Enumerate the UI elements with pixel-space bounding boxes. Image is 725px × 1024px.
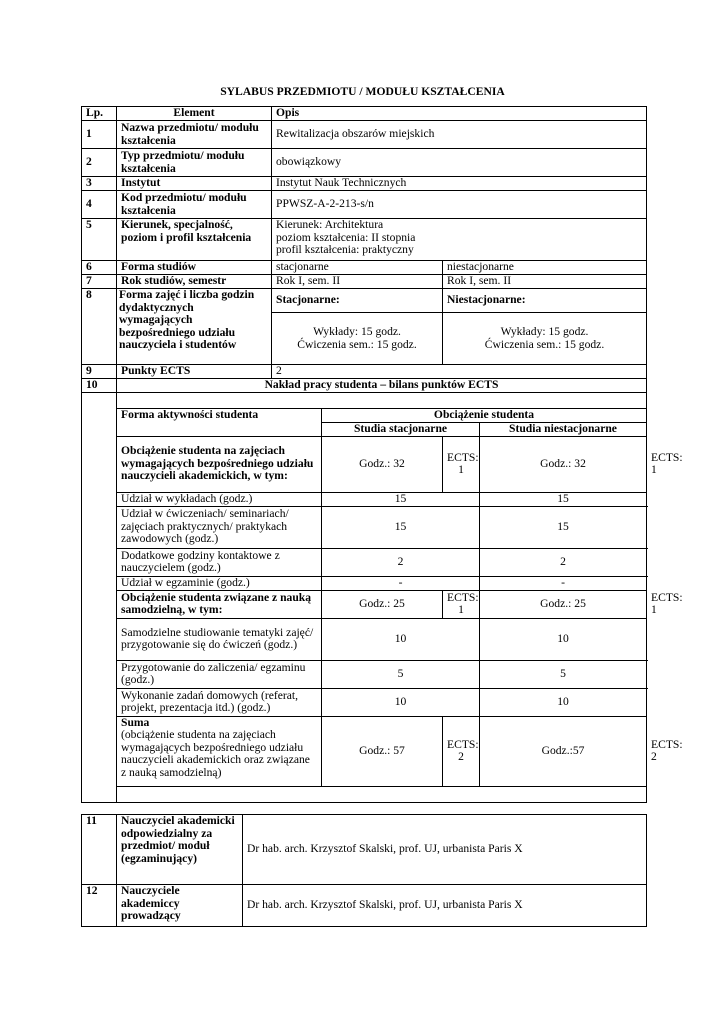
syllabus-table xyxy=(81,106,683,803)
row-12-element: Nauczyciele akademiccy prowadzący xyxy=(117,885,243,927)
ects-exam-niestac: - xyxy=(480,576,647,590)
row-9 xyxy=(82,365,647,379)
row-4-lp: 4 xyxy=(82,191,117,219)
row-4-value: PPWSZ-A-2-213-s/n xyxy=(272,191,647,219)
ects-lectures-row xyxy=(82,492,647,506)
ects-bottom-spacer-cell xyxy=(117,786,647,802)
ects-col-activity: Forma aktywności studenta xyxy=(117,409,322,437)
ects-exercises-row xyxy=(82,506,647,548)
row-2-lp: 2 xyxy=(82,149,117,177)
row-6 xyxy=(82,261,647,275)
row-11-element: Nauczyciel akademicki odpowiedzialny za przedmiot/ moduł (egzaminujący) xyxy=(117,815,243,885)
page-title: SYLABUS PRZEDMIOTU / MODUŁU KSZTAŁCENIA xyxy=(220,85,505,98)
ects-extra-row xyxy=(82,548,647,576)
row-9-element: Punkty ECTS xyxy=(117,365,272,379)
ects-spacer xyxy=(82,393,647,409)
row-8-niestac-heading: Niestacjonarne: xyxy=(443,289,647,313)
row-1-element: Nazwa przedmiotu/ modułu kształcenia xyxy=(117,121,272,149)
ects-exam-stac: - xyxy=(322,576,480,590)
row-8-stac-lectures: Wykłady: 15 godz. xyxy=(313,324,401,338)
row-8-element: Forma zajęć i liczba godzin dydaktycznych wymagających bezpośredniego udziału nauczyciela i studentów xyxy=(117,289,272,365)
ects-prep-niestac: 5 xyxy=(480,660,647,688)
row-11-lp: 11 xyxy=(82,815,117,885)
ects-homework-stac: 10 xyxy=(322,688,480,716)
header-opis: Opis xyxy=(272,107,647,121)
row-4-element: Kod przedmiotu/ modułu kształcenia xyxy=(117,191,272,219)
ects-contact-stac-hours: Godz.: 32 xyxy=(322,436,443,492)
row-3-value: Instytut Nauk Technicznych xyxy=(272,177,647,191)
header-element: Element xyxy=(117,107,272,121)
ects-self-row: Obciążenie studenta związane z nauką samodzielną, w tym: Godz.: 25 ECTS: 1 Godz.: 25 ECTS: 1 xyxy=(82,590,647,618)
ects-extra-label: Dodatkowe godziny kontaktowe z nauczycielem (godz.) xyxy=(117,548,322,576)
row-6-element: Forma studiów xyxy=(117,261,272,275)
row-5-line-2: poziom kształcenia: II stopnia xyxy=(276,230,416,244)
ects-contact-stac-ects: ECTS: 1 xyxy=(443,436,480,492)
row-1-value: Rewitalizacja obszarów miejskich xyxy=(272,121,647,149)
ects-sum-title: Suma xyxy=(121,715,150,729)
ects-col-load: Obciążenie studenta xyxy=(322,409,647,423)
ects-extra-niestac: 2 xyxy=(480,548,647,576)
ects-self-stac-hours: Godz.: 25 xyxy=(322,590,443,618)
row-6-lp: 6 xyxy=(82,261,117,275)
row-8-stac-heading: Stacjonarne: xyxy=(272,289,443,313)
ects-exercises-niestac: 15 xyxy=(480,506,647,548)
row-8-niestac-values xyxy=(443,313,647,365)
row-11 xyxy=(82,815,647,885)
row-10-lp: 10 xyxy=(82,379,117,393)
row-12-value: Dr hab. arch. Krzysztof Skalski, prof. UJ, urbanista Paris X xyxy=(243,885,647,927)
ects-col-stac: Studia stacjonarne xyxy=(322,423,480,437)
ects-prep-row xyxy=(82,660,647,688)
teachers-table xyxy=(81,814,647,927)
ects-exercises-stac: 15 xyxy=(322,506,480,548)
ects-sum-row: Suma (obciążenie studenta na zajęciach wymagających bezpośredniego udziału nauczycieli akademickich oraz związane z nauką samodzielną) Godz.: 57 ECTS: 2 Godz.:57 ECTS: 2 xyxy=(82,716,647,786)
ects-col-niestac: Studia niestacjonarne xyxy=(480,423,647,437)
ects-homework-niestac: 10 xyxy=(480,688,647,716)
ects-bottom-spacer xyxy=(82,786,647,802)
ects-prep-stac: 5 xyxy=(322,660,480,688)
ects-exercises-label: Udział w ćwiczeniach/ seminariach/ zajęciach praktycznych/ praktykach zawodowych (godz.) xyxy=(117,506,322,548)
row-5-lp: 5 xyxy=(82,219,117,261)
row-8-niestac-exercises: Ćwiczenia sem.: 15 godz. xyxy=(484,337,605,351)
ects-self-niestac-hours: Godz.: 25 xyxy=(480,590,647,618)
ects-extra-stac: 2 xyxy=(322,548,480,576)
row-5-line-1: Kierunek: Architektura xyxy=(276,218,384,231)
row-6-stac: stacjonarne xyxy=(272,261,443,275)
row-9-lp: 9 xyxy=(82,365,117,379)
row-5-element: Kierunek, specjalność, poziom i profil kształcenia xyxy=(117,219,272,261)
ects-study-stac: 10 xyxy=(322,618,480,660)
header-lp: Lp. xyxy=(82,107,117,121)
ects-lectures-niestac: 15 xyxy=(480,492,647,506)
row-1 xyxy=(82,121,647,149)
row-11-value: Dr hab. arch. Krzysztof Skalski, prof. UJ, urbanista Paris X xyxy=(243,815,647,885)
ects-prep-label: Przygotowanie do zaliczenia/ egzaminu (godz.) xyxy=(117,660,322,688)
ects-heading: Nakład pracy studenta – bilans punktów ECTS xyxy=(117,379,647,393)
ects-sum-niestac-hours: Godz.:57 xyxy=(480,716,647,786)
row-8-stac-exercises: Ćwiczenia sem.: 15 godz. xyxy=(297,337,417,351)
row-2-value: obowiązkowy xyxy=(272,149,647,177)
ects-study-row xyxy=(82,618,647,660)
ects-spacer-cell xyxy=(117,393,647,409)
row-3-lp: 3 xyxy=(82,177,117,191)
ects-study-niestac: 10 xyxy=(480,618,647,660)
ects-self-stac-ects: ECTS: 1 xyxy=(443,590,480,618)
ects-header-row-1 xyxy=(82,409,647,423)
row-10-lp-continuation xyxy=(82,393,117,803)
ects-sum-description: (obciążenie studenta na zajęciach wymagających bezpośredniego udziału nauczycieli akademickich oraz związane z nauką samodzielną) xyxy=(121,728,310,779)
row-5 xyxy=(82,219,647,261)
ects-sum-label xyxy=(117,716,322,786)
ects-exam-row xyxy=(82,576,647,590)
row-7-element: Rok studiów, semestr xyxy=(117,275,272,289)
row-7-niestac: Rok I, sem. II xyxy=(443,275,647,289)
ects-self-label: Obciążenie studenta związane z nauką samodzielną, w tym: xyxy=(117,590,322,618)
row-12-lp: 12 xyxy=(82,885,117,927)
ects-contact-label: Obciążenie studenta na zajęciach wymagających bezpośredniego udziału nauczycieli akademickich, w tym: xyxy=(117,436,322,492)
row-7-stac: Rok I, sem. II xyxy=(272,275,443,289)
ects-lectures-label: Udział w wykładach (godz.) xyxy=(117,492,322,506)
ects-lectures-stac: 15 xyxy=(322,492,480,506)
ects-homework-label: Wykonanie zadań domowych (referat, projekt, prezentacja itd.) (godz.) xyxy=(117,688,322,716)
row-9-value: 2 xyxy=(272,365,647,379)
row-8-head xyxy=(82,289,647,313)
row-3-element: Instytut xyxy=(117,177,272,191)
row-5-line-3: profil kształcenia: praktyczny xyxy=(276,243,414,257)
row-7 xyxy=(82,275,647,289)
ects-sum-stac-ects: ECTS: 2 xyxy=(443,716,480,786)
row-6-niestac: niestacjonarne xyxy=(443,261,647,275)
header-row xyxy=(82,107,647,121)
row-8-niestac-lectures: Wykłady: 15 godz. xyxy=(500,324,589,338)
row-8-lp: 8 xyxy=(82,289,117,365)
ects-contact-niestac-hours: Godz.: 32 xyxy=(480,436,647,492)
ects-sum-stac-hours: Godz.: 57 xyxy=(322,716,443,786)
ects-study-label: Samodzielne studiowanie tematyki zajęć/ przygotowanie się do ćwiczeń (godz.) xyxy=(117,618,322,660)
ects-exam-label: Udział w egzaminie (godz.) xyxy=(117,576,322,590)
ects-contact-row: Obciążenie studenta na zajęciach wymagających bezpośredniego udziału nauczycieli akademickich, w tym: Godz.: 32 ECTS: 1 Godz.: 32 ECTS: 1 xyxy=(82,436,647,492)
row-2 xyxy=(82,149,647,177)
row-3 xyxy=(82,177,647,191)
row-8-stac-values xyxy=(272,313,443,365)
row-12 xyxy=(82,885,647,927)
row-7-lp: 7 xyxy=(82,275,117,289)
ects-homework-row xyxy=(82,688,647,716)
row-5-value xyxy=(272,219,647,261)
row-2-element: Typ przedmiotu/ modułu kształcenia xyxy=(117,149,272,177)
row-10 xyxy=(82,379,647,393)
row-1-lp: 1 xyxy=(82,121,117,149)
row-4 xyxy=(82,191,647,219)
